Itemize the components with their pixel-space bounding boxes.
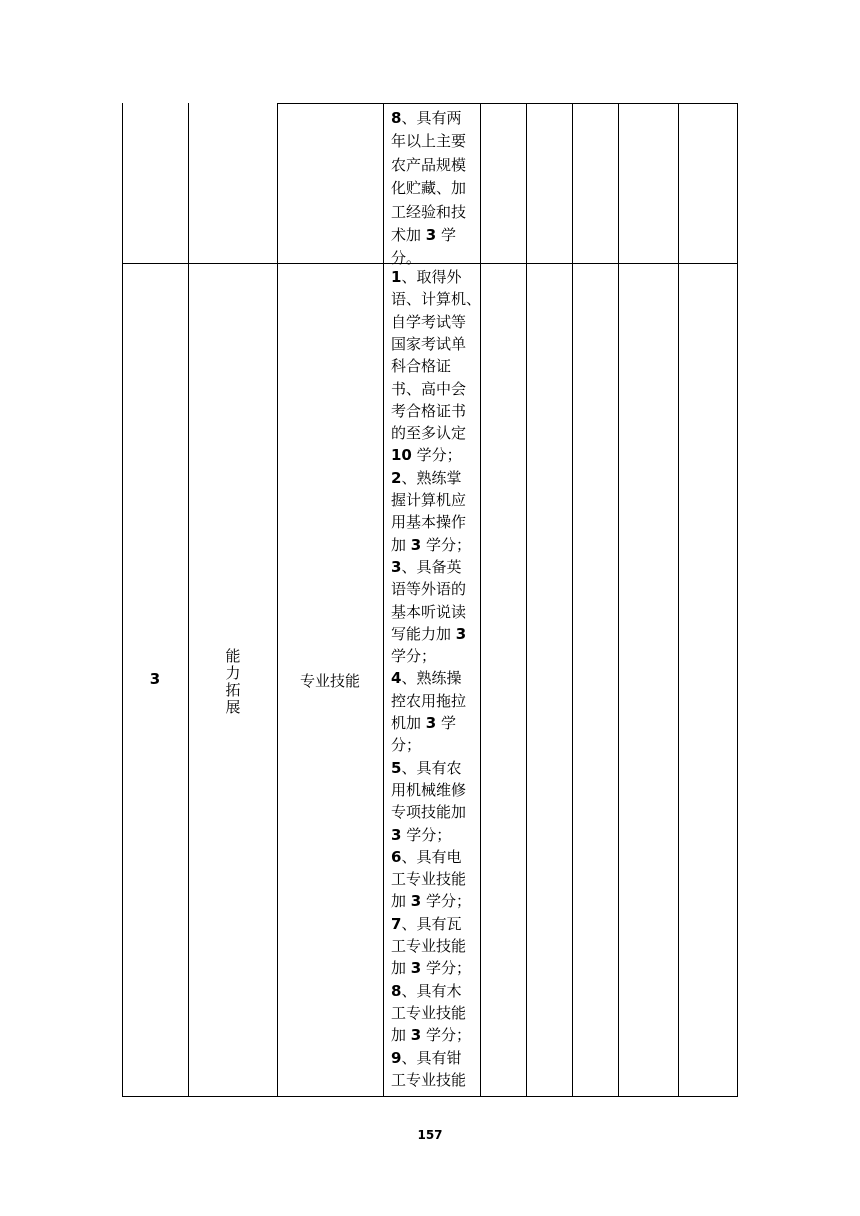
criteria-line: 握计算机应 [391, 491, 467, 509]
criteria-line: 基本听说读 [391, 602, 467, 621]
category-char: 拓 [225, 681, 241, 699]
criteria-line: 加 3 学分； [391, 535, 471, 554]
page-number: 157 [417, 1128, 443, 1142]
grid-line [572, 103, 573, 1097]
criteria-line: 工专业技能 [391, 937, 467, 955]
criteria-line: 农产品规模 [391, 155, 467, 174]
row-number: 3 [149, 670, 161, 688]
criteria-line: 工专业技能 [391, 1003, 467, 1022]
grid-line [122, 1096, 738, 1097]
criteria-line: 工经验和技 [391, 202, 467, 221]
grid-line [277, 103, 278, 1097]
criteria-line: 8、具有两 [391, 109, 462, 127]
criteria-line: 分。 [391, 249, 422, 268]
grid-line [122, 103, 123, 1097]
criteria-line: 3 学分； [391, 825, 452, 844]
criteria-line: 国家考试单 [391, 334, 467, 353]
criteria-line: 10 学分； [391, 446, 462, 465]
criteria-line: 机加 3 学 [391, 714, 456, 732]
criteria-line: 科合格证 [391, 357, 452, 376]
grid-line [480, 103, 481, 1097]
criteria-line: 8、具有木 [391, 981, 462, 1000]
criteria-line: 控农用拖拉 [391, 691, 467, 710]
criteria-line: 年以上主要 [391, 132, 467, 151]
grid-line [188, 103, 189, 1097]
criteria-line: 工专业技能 [391, 870, 467, 889]
criteria-line: 7、具有瓦 [391, 914, 462, 933]
criteria-line: 写能力加 3 [391, 624, 467, 643]
criteria-line: 加 3 学分； [391, 959, 471, 978]
criteria-line: 化贮藏、加 [391, 179, 467, 198]
grid-line [678, 103, 679, 1097]
category-vertical [189, 648, 277, 716]
criteria-line: 工专业技能 [391, 1070, 467, 1089]
grid-line [618, 103, 619, 1097]
category-char: 能 [225, 647, 241, 665]
category-char: 展 [225, 698, 241, 716]
category-char: 力 [225, 664, 241, 682]
item-label: 专业技能 [299, 672, 360, 690]
criteria-line: 的至多认定 [391, 424, 467, 443]
grid-line [737, 103, 738, 1097]
criteria-line: 术加 3 学 [391, 226, 456, 244]
criteria-line: 分； [391, 736, 422, 755]
criteria-line: 1、取得外 [391, 268, 462, 286]
criteria-line: 语、计算机、 [391, 290, 482, 309]
criteria-line: 专项技能加 [391, 803, 467, 822]
criteria-line: 学分； [391, 647, 437, 666]
criteria-line: 用基本操作 [391, 513, 467, 532]
criteria-line: 用机械维修 [391, 780, 467, 799]
criteria-line: 4、熟练操 [391, 669, 462, 688]
criteria-line: 书、高中会 [391, 379, 467, 398]
criteria-line: 9、具有钳 [391, 1048, 462, 1067]
grid-line [277, 103, 738, 104]
grid-line [383, 103, 384, 1097]
criteria-line: 考合格证书 [391, 401, 467, 420]
criteria-line: 加 3 学分； [391, 892, 471, 911]
criteria-line: 加 3 学分； [391, 1026, 471, 1045]
criteria-line: 语等外语的 [391, 580, 467, 599]
grid-line [122, 263, 738, 264]
criteria-line: 自学考试等 [391, 312, 467, 331]
criteria-line: 5、具有农 [391, 758, 462, 777]
grid-line [526, 103, 527, 1097]
criteria-line: 2、熟练掌 [391, 468, 462, 487]
criteria-line: 6、具有电 [391, 847, 462, 866]
criteria-line: 3、具备英 [391, 557, 462, 576]
